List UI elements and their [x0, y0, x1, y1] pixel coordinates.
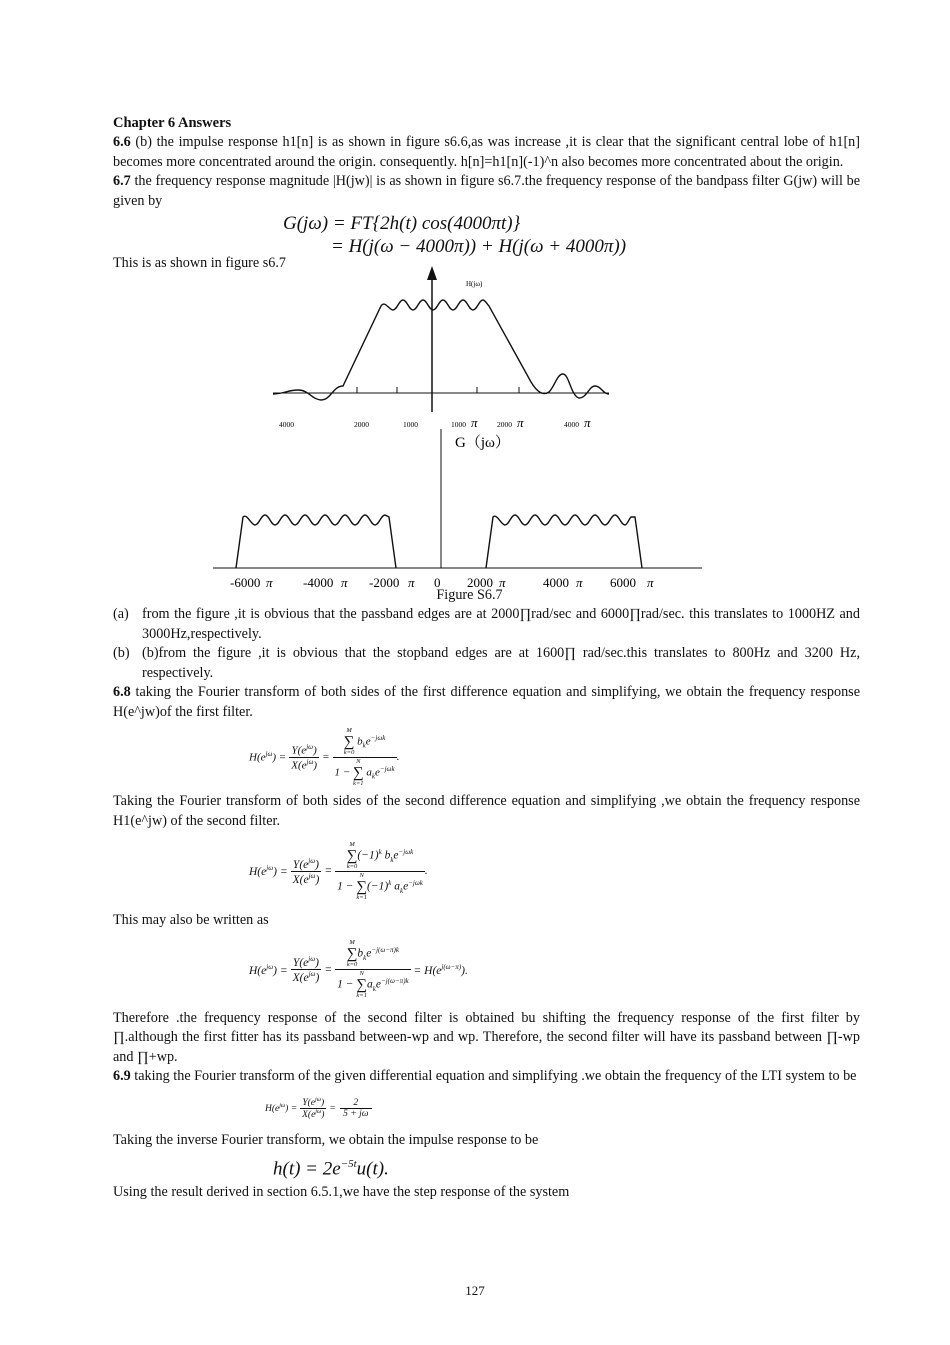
equation-first-filter: $H(e^{j\omega})$ = $\frac{Y(e^{j\omega})}{X(e^{j\omega})}$ = M ∑ k=0 $b_ke^{-j\omega k}$ 1 − N ∑ k=1 $a_ke^{-j\omega k}$ . — [249, 726, 400, 787]
answer-text: (b) the impulse response h1[n] is as shown in figure s6.6,as was increase ,it is clear that the significant central lobe of h1[n] becomes more concentrated around the origin. consequently. h[n]=h1[n](-1)^n also becomes more concentrated about the origin. — [113, 134, 860, 170]
g-tick-label: -6000 — [230, 574, 261, 590]
answer-6-8 — [113, 683, 860, 722]
shown-in-figure-text: This is as shown in figure s6.7 — [113, 255, 287, 271]
g-left-passband — [236, 515, 396, 568]
figure-caption: Figure S6.7 — [436, 586, 503, 603]
h-tick-label: 1000 — [403, 419, 418, 429]
answer-number: 6.7 — [113, 173, 131, 189]
chapter-heading: Chapter 6 Answers — [113, 115, 232, 131]
g-tick-label: 6000 — [610, 574, 636, 590]
answer-text: the frequency response magnitude |H(jw)| is as shown in figure s6.7.the frequency response of the bandpass filter G(jw) will be given by — [113, 173, 860, 209]
g-axis-title: G（jω） — [455, 434, 510, 451]
answer-6-7 — [113, 172, 860, 211]
g-pi-symbol: π — [266, 574, 273, 590]
equation-g-line2: = H(j(ω − 4000π)) + H(j(ω + 4000π)) — [331, 236, 627, 257]
answer-6-9-step: Using the result derived in section 6.5.1,we have the step response of the system — [113, 1184, 570, 1201]
answer-6-7-list — [113, 605, 860, 683]
h-tick-label: 4000 — [279, 419, 294, 429]
g-pi-symbol: π — [408, 574, 415, 590]
h-ticks — [357, 387, 519, 393]
g-tick-label: -4000 — [303, 574, 334, 590]
answer-number: 6.6 — [113, 134, 131, 150]
answer-6-9 — [113, 1067, 860, 1087]
answer-text: taking the Fourier transform of both sides of the first difference equation and simplifying, we obtain the frequency response H(e^jw)of the first filter. — [113, 684, 860, 720]
answer-6-8-rewrite: This may also be written as — [113, 912, 269, 928]
h-pi-symbol: π — [517, 414, 524, 430]
eq-impulse-main: h(t) = 2e — [273, 1158, 341, 1180]
eq-lhs: H(e — [265, 1104, 280, 1115]
equation-shifted-filter: $H(e^{j\omega})$ = $\frac{Y(e^{j\omega})}{X(e^{j\omega})}$ = M ∑ k=0 $b_ke^{-j(\omega-\pi)k}$ 1 − N ∑ k=1 $a_ke^{-j(\omega-\pi)k}$ = $H(e^{j(\omega-\pi)})$. — [249, 939, 468, 999]
h-response-curve — [273, 300, 609, 400]
equation-g-line1: G(jω) = FT{2h(t) cos(4000πt)} — [283, 213, 521, 234]
page-body — [113, 114, 860, 1203]
answer-6-8-second: Taking the Fourier transform of both sides of the second difference equation and simplifying ,we obtain the frequency response H1(e^jw) of the second filter. — [113, 793, 860, 829]
g-pi-symbol: π — [647, 574, 654, 590]
answer-number: 6.8 — [113, 684, 131, 700]
list-item — [113, 644, 860, 683]
figure-g-jw — [113, 427, 860, 597]
list-item — [113, 605, 860, 644]
h-tick-label: 4000 — [564, 419, 579, 429]
list-marker: (a) — [113, 606, 129, 622]
g-right-passband — [486, 515, 642, 568]
h-tick-label: 2000 — [354, 419, 369, 429]
g-tick-label: -2000 — [369, 574, 400, 590]
h-pi-symbol: π — [471, 414, 478, 430]
g-tick-label: 4000 — [543, 574, 569, 590]
equation-impulse-response — [113, 1150, 860, 1183]
g-pi-symbol: π — [499, 574, 506, 590]
g-tick-label: 0 — [434, 574, 441, 590]
answer-6-9-inverse: Taking the inverse Fourier transform, we obtain the impulse response to be — [113, 1131, 539, 1148]
list-text: from the figure ,it is obvious that the passband edges are at 2000∏rad/sec and 6000∏rad/sec. this translates to 1000HZ and 3000Hz,respectively. — [142, 606, 860, 642]
eq-numerator: 2 — [340, 1098, 372, 1109]
page-number: 127 — [465, 1283, 485, 1298]
answer-6-8-conclusion: Therefore .the frequency response of the second filter is obtained bu shifting the frequency response of the first filter by ∏.although the first fitter has its passband between-wp and wp. Therefore, the second filter will have its passband between ∏-wp and ∏+wp. — [113, 1009, 860, 1065]
list-text: (b)from the figure ,it is obvious that the stopband edges are at 1600∏ rad/sec.this translates to 800Hz and 3200 Hz, respectively. — [142, 645, 860, 681]
figure-h-jw — [113, 266, 860, 434]
h-axis-arrow — [427, 266, 437, 280]
eq-impulse-tail: u(t). — [356, 1158, 389, 1180]
answer-text: taking the Fourier transform of the given differential equation and simplifying .we obtain the frequency of the LTI system to be — [130, 1068, 857, 1084]
g-tick-label: 2000 — [467, 574, 493, 590]
eq-impulse-exponent: −5t — [340, 1158, 357, 1170]
g-pi-symbol: π — [576, 574, 583, 590]
answer-6-6 — [113, 133, 860, 172]
h-axis-label: H(jω) — [466, 279, 483, 288]
equation-second-filter: $H(e^{j\omega})$ = $\frac{Y(e^{j\omega})}{X(e^{j\omega})}$ = M ∑ k=0 $(-1)^k$ $b_ke^{-j\omega k}$ 1 − N ∑ k=1 $(-1)^k$ $a_ke^{-j\omega k}$ . — [249, 840, 428, 901]
h-pi-symbol: π — [584, 414, 591, 430]
h-tick-label: 1000 — [451, 419, 466, 429]
g-pi-symbol: π — [341, 574, 348, 590]
eq-denominator: 5 + jω — [343, 1109, 369, 1119]
list-marker: (b) — [113, 645, 130, 661]
h-tick-label: 2000 — [497, 419, 512, 429]
equation-lti-frequency: $H(e^{j\omega})$ = $\frac{Y(e^{j\omega})}{X(e^{j\omega})}$ = $\frac{2}{5 + j\omega}$ — [113, 1087, 860, 1131]
answer-number: 6.9 — [113, 1068, 131, 1084]
